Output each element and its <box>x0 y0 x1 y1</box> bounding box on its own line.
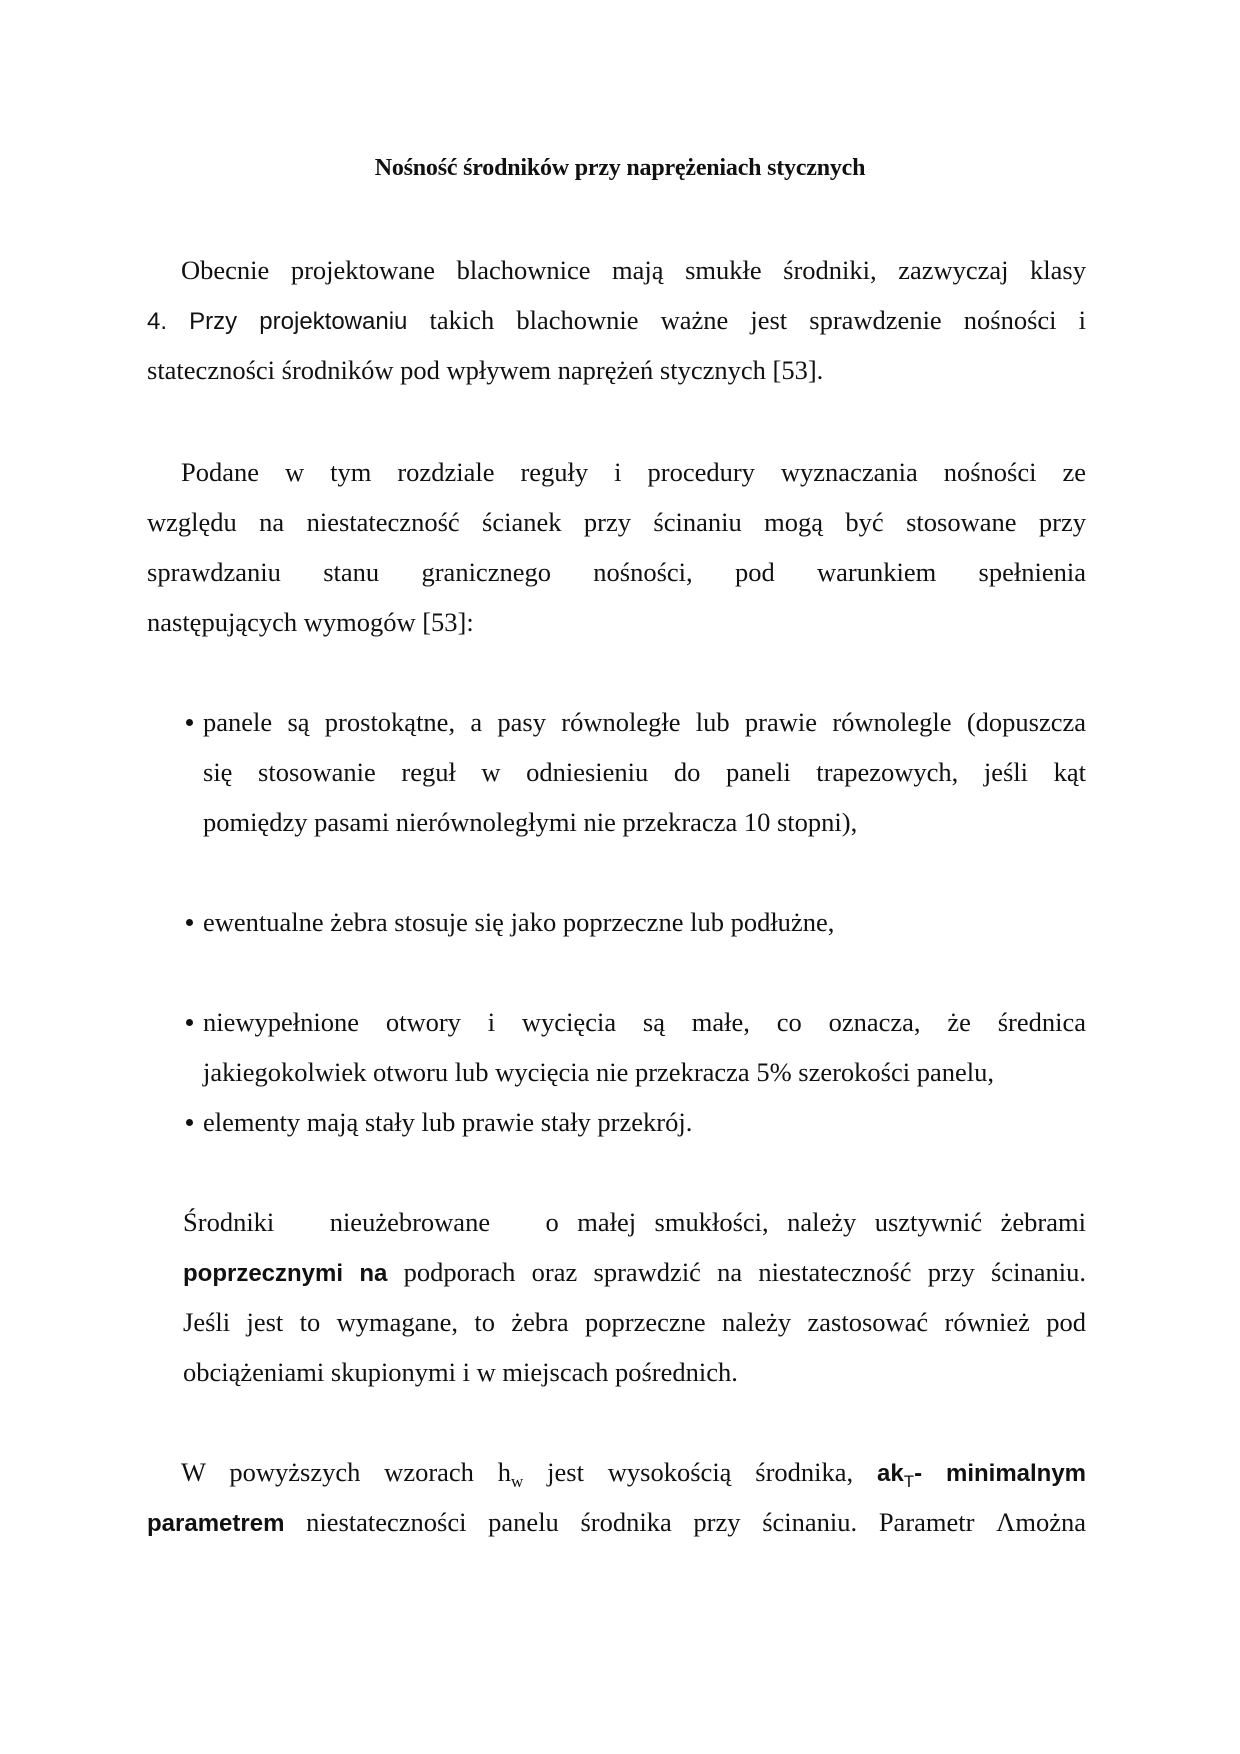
paragraph-2-line-4: następujących wymogów [53]: <box>147 607 474 637</box>
text-line: Jeśli jest to wymagane, to żebra poprzeczne należy zastosować również pod <box>183 1307 1086 1337</box>
text-fragment-bold: poprzecznymi na <box>183 1260 388 1287</box>
document-title: Nośność środników przy naprężeniach stycznych <box>374 155 866 181</box>
symbol-ak: ak <box>877 1460 904 1487</box>
bullet-3-line-2: jakiegokolwiek otworu lub wycięcia nie przekracza 5% szerokości panelu, <box>203 1057 995 1087</box>
subscript-t: T <box>903 1472 915 1491</box>
text-line: niewypełnione otwory i wycięcia są małe, co oznacza, że średnica <box>203 1007 1086 1037</box>
paragraph-3-line-1 <box>183 1204 1086 1240</box>
paragraph-1-line-3: stateczności środników pod wpływem naprężeń stycznych [53]. <box>147 355 824 385</box>
text-fragment: 4. Przy projektowaniu <box>147 308 408 335</box>
text-fragment: takich blachownie ważne jest sprawdzenie nośności i <box>429 305 1087 335</box>
paragraph-2-line-1 <box>181 454 1086 490</box>
text-line <box>147 302 1086 340</box>
bullet-1-line-2 <box>203 754 1086 790</box>
bullet-icon <box>186 1019 193 1026</box>
text-line <box>181 1454 1086 1500</box>
bullet-icon <box>186 719 193 726</box>
text-line: panele są prostokątne, a pasy równoległe lub prawie równolegle (dopuszcza <box>203 707 1086 737</box>
text-line: Obecnie projektowane blachownice mają smukłe środniki, zazwyczaj klasy <box>181 255 1086 285</box>
text-line: sprawdzaniu stanu granicznego nośności, pod warunkiem spełnienia <box>147 557 1086 587</box>
paragraph-4-line-2 <box>147 1504 1086 1542</box>
bullet-3-line-1 <box>203 1004 1086 1040</box>
text-fragment: podporach oraz sprawdzić na niestateczność przy ścinaniu. <box>403 1257 1086 1287</box>
text-fragment-bold: parametrem <box>147 1510 285 1537</box>
text-line: Środniki nieużebrowane o małej smukłości, należy usztywnić żebrami <box>183 1207 1086 1237</box>
paragraph-1-line-2 <box>147 302 1086 340</box>
paragraph-3-line-3 <box>183 1304 1086 1340</box>
bullet-4-line-1: elementy mają stały lub prawie stały przekrój. <box>203 1107 693 1137</box>
lambda-symbol: Λ <box>996 1507 1016 1537</box>
text-fragment: można <box>1015 1507 1087 1537</box>
text-line <box>183 1254 1086 1292</box>
text-line: Podane w tym rozdziale reguły i procedury wyznaczania nośności ze <box>181 457 1086 487</box>
bullet-1-line-1 <box>203 704 1086 740</box>
text-line <box>147 1504 1086 1542</box>
paragraph-3-line-2 <box>183 1254 1086 1292</box>
paragraph-1-line-1 <box>181 252 1086 288</box>
paragraph-3-line-4: obciążeniami skupionymi i w miejscach pośrednich. <box>183 1357 738 1387</box>
text-fragment: - minimalnym <box>914 1460 1087 1487</box>
text-line: względu na niestateczność ścianek przy ścinaniu mogą być stosowane przy <box>147 507 1086 537</box>
bullet-icon <box>186 1119 193 1126</box>
paragraph-2-line-3 <box>147 554 1086 590</box>
bullet-icon <box>186 919 193 926</box>
subscript-w: w <box>511 1472 524 1491</box>
text-fragment: W powyższych wzorach h <box>181 1457 512 1487</box>
paragraph-2-line-2 <box>147 504 1086 540</box>
text-fragment: niestateczności panelu środnika przy ścinaniu. Parametr <box>306 1507 975 1537</box>
text-fragment-bold <box>877 1460 1087 1491</box>
text-fragment <box>996 1507 1086 1537</box>
paragraph-4-line-1 <box>181 1454 1086 1500</box>
bullet-2-line-1: ewentualne żebra stosuje się jako poprzeczne lub podłużne, <box>203 907 835 937</box>
text-line: się stosowanie reguł w odniesieniu do paneli trapezowych, jeśli kąt <box>203 757 1086 787</box>
bullet-1-line-3: pomiędzy pasami nierównoległymi nie przekracza 10 stopni), <box>203 807 858 837</box>
text-fragment: jest wysokością środnika, <box>547 1457 854 1487</box>
